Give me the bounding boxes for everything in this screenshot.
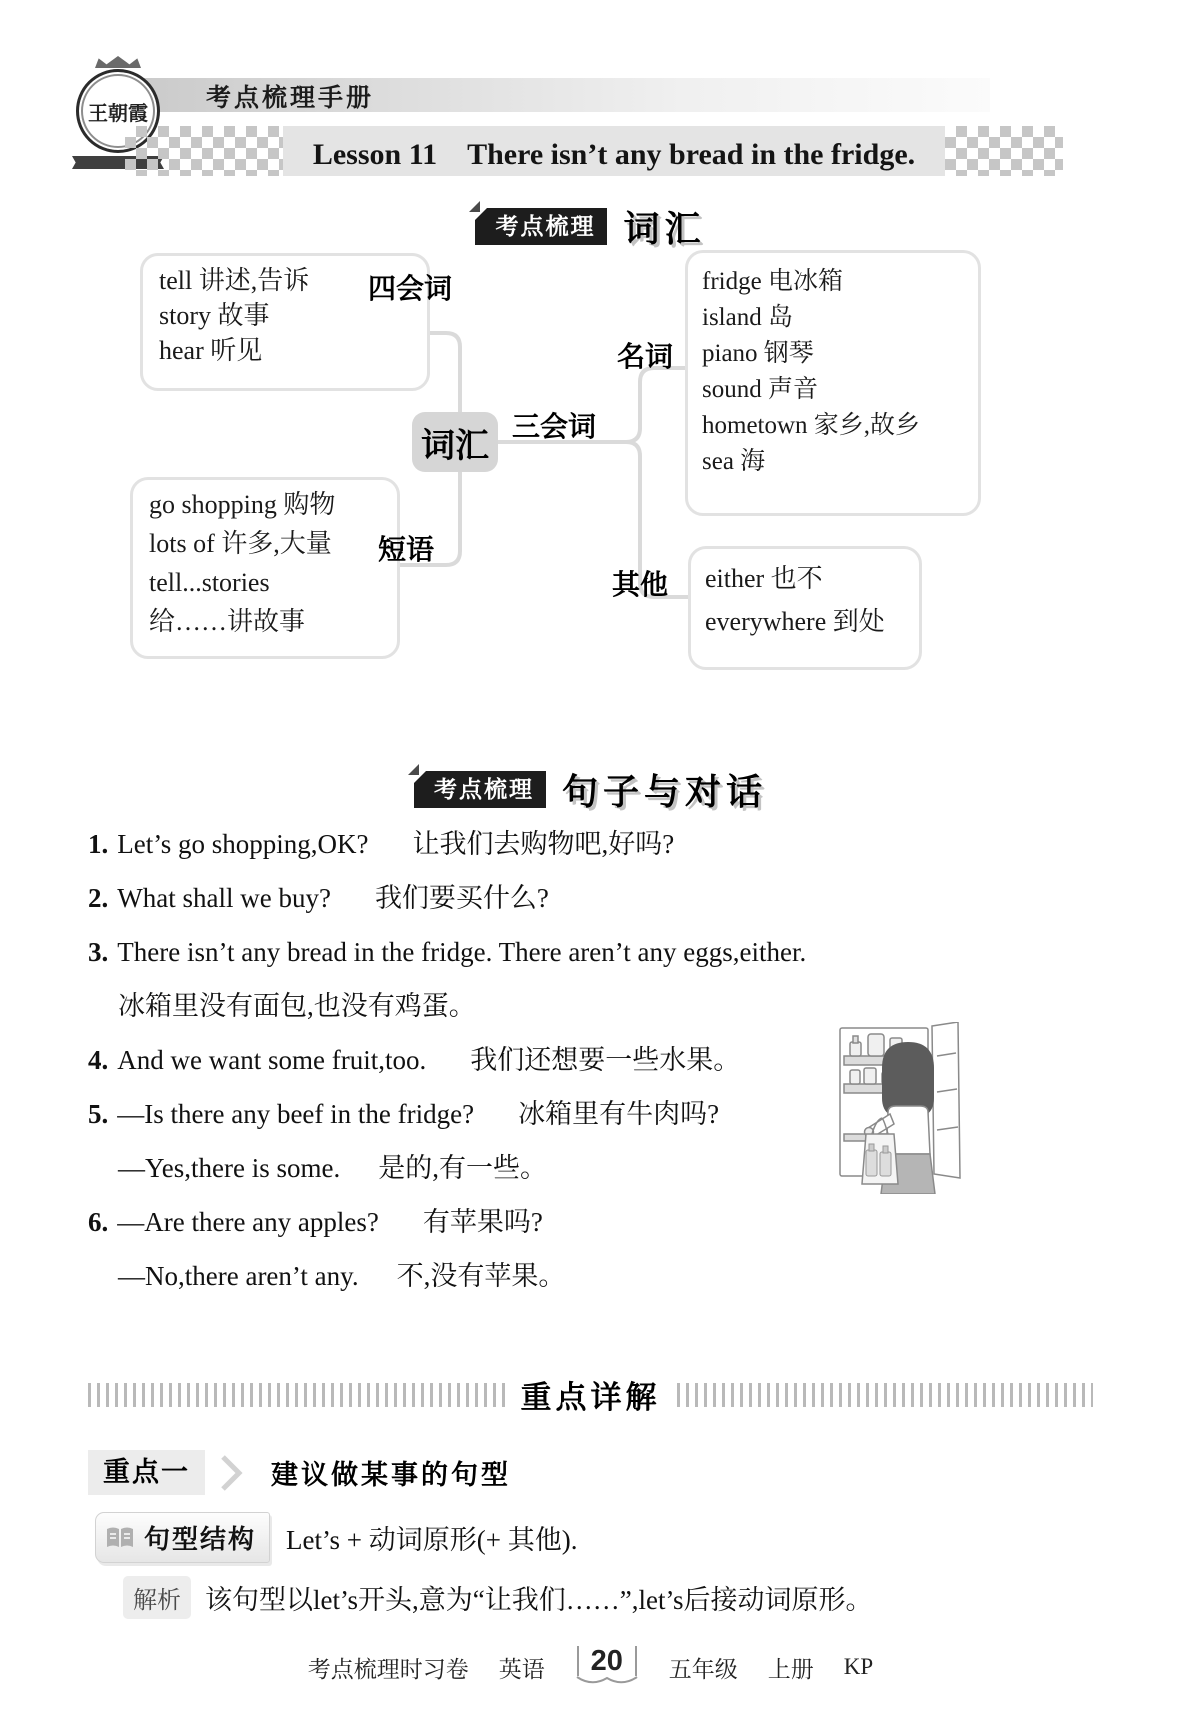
analysis-badge: 解析 (123, 1576, 191, 1619)
sentence-chinese: 不,没有苹果。 (396, 1261, 566, 1291)
vocab-section-title: 词汇 (623, 208, 706, 249)
vocab-word: hometown 家乡,故乡 (702, 412, 921, 439)
divider-stripes-right (677, 1383, 1094, 1407)
page-number: 20 (577, 1646, 637, 1676)
sentence-chinese: 有苹果吗? (422, 1207, 543, 1237)
key-points-divider (88, 1372, 1093, 1417)
sentence-number: 5. (88, 1099, 109, 1129)
vocab-word: tell 讲述,告诉 (159, 266, 310, 295)
point-one-title: 建议做某事的句型 (271, 1460, 511, 1490)
noun-label: 名词 (617, 342, 674, 373)
sentence-3-translation (88, 992, 948, 1020)
vocab-word: either 也不 (705, 564, 823, 593)
pattern-structure-badge (95, 1512, 270, 1563)
sentence-english: —Yes,there is some. (118, 1153, 341, 1183)
divider-stripes-left (88, 1383, 505, 1407)
page-footer (0, 1646, 1181, 1688)
vocab-word: hear 听见 (159, 336, 263, 365)
vocab-word: sea 海 (702, 448, 766, 475)
sentence-number: 6. (88, 1207, 109, 1237)
header-band (118, 78, 990, 112)
vocab-word: fridge 电冰箱 (702, 268, 843, 295)
page-number-book (575, 1646, 639, 1688)
sentence-english: And we want some fruit,too. (117, 1045, 427, 1075)
open-book-icon (575, 1676, 639, 1688)
pattern-structure-label: 句型结构 (144, 1524, 257, 1554)
crown-icon (95, 56, 141, 68)
footer-volume: 上册 (767, 1656, 814, 1682)
sentence-chinese: 是的,有一些。 (378, 1153, 547, 1183)
pattern-text: Let’s + 动词原形(+ 其他). (286, 1525, 578, 1555)
sentence-6-reply (88, 1262, 948, 1290)
key-points-title: 重点详解 (520, 1380, 661, 1415)
vocab-mindmap (100, 245, 1080, 665)
vocab-word: piano 钢琴 (702, 340, 814, 367)
sentence-6 (88, 1208, 948, 1236)
sentence-chinese: 让我们去购物吧,好吗? (412, 829, 675, 859)
vocab-word: sound 声音 (702, 376, 818, 403)
sentence-number: 3. (88, 937, 109, 967)
sentence-english: Let’s go shopping,OK? (117, 829, 369, 859)
exam-point-badge: 考点梳理 (475, 208, 607, 245)
footer-subject: 英语 (498, 1656, 545, 1682)
footer-series: 考点梳理时习卷 (307, 1656, 469, 1682)
sentence-3 (88, 938, 948, 966)
vocab-word: tell...stories (149, 568, 270, 597)
sentence-5 (88, 1100, 948, 1128)
noun-words-box (685, 250, 981, 516)
three-skill-label: 三会词 (512, 412, 597, 443)
four-skill-label: 四会词 (368, 274, 453, 305)
sentence-chinese: 我们还想要一些水果。 (470, 1045, 741, 1075)
sentence-5-reply (88, 1154, 948, 1182)
footer-grade: 五年级 (668, 1656, 738, 1682)
footer-edition: KP (843, 1654, 874, 1679)
vocab-word: island 岛 (702, 304, 793, 331)
vocab-word: 给……讲故事 (149, 607, 306, 636)
phrases-label: 短语 (378, 535, 435, 566)
other-words-box (688, 546, 922, 670)
exam-point-badge: 考点梳理 (414, 771, 546, 808)
sentence-2 (88, 884, 948, 912)
vocab-word: everywhere 到处 (705, 607, 885, 636)
point-one-badge: 重点一 (88, 1450, 205, 1495)
point-one-row (88, 1450, 511, 1495)
sentence-chinese: 冰箱里有牛肉吗? (518, 1099, 720, 1129)
sentence-pattern-row (95, 1512, 577, 1563)
lesson-title: Lesson 11 There isn’t any bread in the fridge. (312, 138, 916, 171)
sentence-number: 2. (88, 883, 109, 913)
checker-decoration-left (125, 126, 283, 176)
other-label: 其他 (612, 570, 669, 601)
sentence-english: —No,there aren’t any. (118, 1261, 359, 1291)
sentence-chinese: 我们要买什么? (374, 883, 549, 913)
mindmap-center-node: 词汇 (412, 412, 498, 472)
lesson-title-box (283, 126, 945, 176)
handbook-title: 考点梳理手册 (206, 84, 375, 112)
analysis-text: 该句型以let’s开头,意为“让我们……”,let’s后接动词原形。 (205, 1585, 873, 1615)
sentence-number: 4. (88, 1045, 109, 1075)
sentence-english: What shall we buy? (117, 883, 331, 913)
sentences-section-header (0, 764, 1181, 815)
sentence-english: —Is there any beef in the fridge? (117, 1099, 475, 1129)
sentence-chinese: 冰箱里没有面包,也没有鸡蛋。 (118, 991, 476, 1021)
chevron-right-icon (219, 1453, 245, 1493)
lesson-title-banner (125, 126, 1063, 176)
book-icon (105, 1526, 135, 1550)
sentence-list (88, 830, 948, 1316)
vocab-word: story 故事 (159, 301, 270, 330)
sentence-english: —Are there any apples? (117, 1207, 379, 1237)
vocab-word: lots of 许多,大量 (149, 529, 332, 558)
vocab-word: go shopping 购物 (149, 490, 336, 519)
sentence-number: 1. (88, 829, 109, 859)
checker-decoration-right (945, 126, 1063, 176)
analysis-row (123, 1576, 872, 1619)
sentences-section-title: 句子与对话 (561, 771, 767, 812)
fridge-illustration (838, 1022, 964, 1199)
sentence-1 (88, 830, 948, 858)
sentence-english: There isn’t any bread in the fridge. There aren’t any eggs,either. (117, 937, 807, 967)
phrases-box (130, 477, 400, 659)
sentence-4 (88, 1046, 948, 1074)
logo-text: 王朝霞 (88, 102, 148, 125)
